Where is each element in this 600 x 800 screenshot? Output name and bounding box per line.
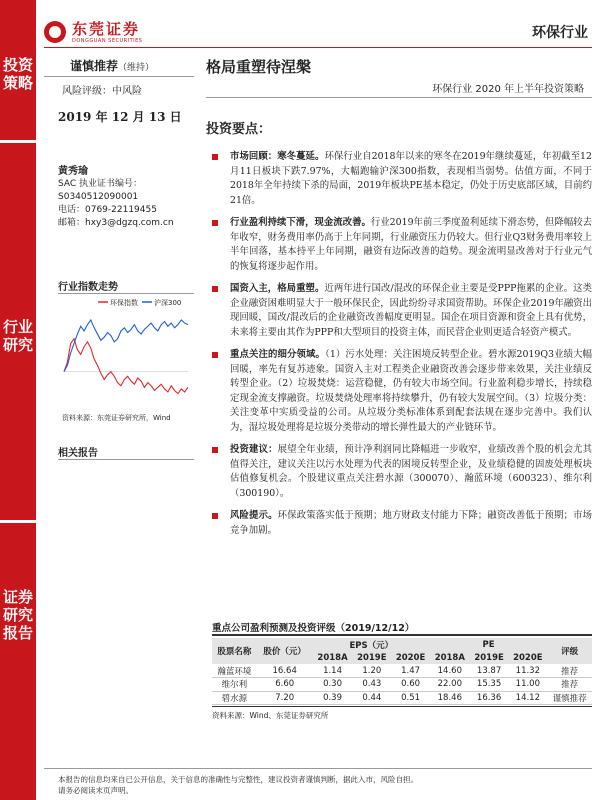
col-price: 股价（元） (257, 638, 313, 664)
stock-rating: 推荐 (561, 680, 579, 691)
risk-rating: 风险评级：中风险 (62, 86, 142, 97)
eps-value: 0.60 (401, 679, 421, 690)
table-row (212, 664, 592, 678)
sidebar (0, 0, 36, 800)
chart-source: 资料来源：东莞证券研究所，Wind (62, 414, 171, 422)
legend-label: 环保指数 (110, 299, 138, 307)
series-line-env (64, 339, 188, 394)
col-year: 2019E (352, 651, 391, 664)
divider (58, 293, 194, 294)
sector-label: 环保行业 (532, 25, 588, 41)
sidebar-label-report: 证券研究报告 (2, 588, 33, 642)
legend-label: 沪深300 (154, 299, 182, 307)
stock-price: 7.20 (275, 692, 295, 703)
col-name: 股票名称 (212, 638, 257, 664)
table-row (212, 678, 592, 692)
disclaimer: 本报告的信息均来自已公开信息，关于信息的准确性与完整性，建议投资者谨慎判断，据此入市，风险自担。 (58, 775, 418, 784)
col-eps: EPS（元） (313, 638, 430, 651)
divider (206, 97, 592, 98)
report-date: 2019 年 12 月 13 日 (58, 110, 182, 124)
stock-price: 6.60 (275, 679, 295, 690)
sidebar-divider (0, 140, 36, 143)
index-trend-chart (58, 295, 194, 410)
bullet-icon (212, 220, 218, 226)
key-point (206, 282, 592, 340)
key-point-heading: 风险提示。 (230, 510, 278, 521)
key-point-heading: 行业盈利持续下滑，现金流改善。 (230, 217, 371, 228)
pe-value: 18.46 (437, 692, 462, 703)
col-year: 2019E (470, 651, 509, 664)
bullet-icon (212, 286, 218, 292)
analyst-phone: 电话：0769-22119455 (58, 205, 157, 215)
key-point (206, 150, 592, 208)
bullet-icon (212, 154, 218, 160)
brand-name-en: DONGGUAN SECURITIES (72, 37, 143, 44)
pe-value: 16.36 (476, 692, 502, 703)
key-point-body: 行业2019年前三季度盈利延续下滑态势，但降幅较去年收窄，财务费用率仍高于上年同期，行业融资压力仍较大。但行业Q3财务费用率较上半年回落，基本持平上年同期，融资有边际改善的趋势。现金流明显改善对于行业元气的恢复将逐步起作用。 (230, 217, 592, 272)
sidebar-label-industry: 行业研究 (2, 318, 33, 354)
pe-value: 22.00 (437, 679, 462, 690)
forecast-table (212, 638, 592, 705)
divider (44, 768, 592, 769)
stock-rating: 谨慎推荐 (552, 693, 587, 704)
eps-value: 0.30 (323, 679, 342, 690)
col-year: 2018A (313, 651, 353, 664)
key-point-heading: 国资入主，格局重塑。 (230, 283, 325, 294)
eps-value: 1.14 (323, 665, 342, 676)
analyst-info (58, 165, 174, 230)
col-pe: PE (430, 638, 547, 651)
eps-value: 0.51 (401, 692, 421, 703)
cert-label: SAC 执业证书编号： (58, 179, 143, 189)
analyst-email: 邮箱：hxy3@dgzq.com.cn (58, 218, 174, 228)
pe-value: 15.35 (476, 679, 502, 690)
sidebar-label-strategy: 投资策略 (2, 56, 33, 92)
col-year: 2020E (508, 651, 547, 664)
key-point-heading: 市场回顾：寒冬蔓延。 (230, 151, 325, 162)
bullet-icon (212, 447, 218, 453)
bullet-icon (212, 352, 218, 358)
table-row (212, 691, 592, 705)
table-source: 资料来源：Wind、东莞证券研究所 (212, 711, 329, 720)
eps-value: 0.43 (362, 679, 382, 690)
eps-value: 1.47 (401, 665, 421, 676)
logo-icon (44, 21, 66, 43)
divider (58, 459, 194, 460)
stock-price: 16.64 (272, 665, 297, 676)
eps-value: 1.20 (362, 665, 382, 676)
key-points-list (206, 150, 592, 546)
brand-logo (44, 18, 142, 46)
sidebar-divider (0, 520, 36, 523)
stock-name: 瀚蓝环境 (217, 666, 252, 677)
pe-value: 11.32 (515, 665, 540, 676)
page-title: 格局重塑待涅槃 (206, 58, 312, 76)
bullet-icon (212, 513, 218, 519)
divider (212, 706, 592, 707)
analyst-name: 黄秀瑜 (58, 166, 88, 177)
pe-value: 11.00 (515, 679, 540, 690)
disclaimer-note: 请务必阅读末页声明。 (58, 786, 133, 795)
eps-value: 0.39 (323, 692, 342, 703)
brand-name: 东莞证券 (72, 19, 141, 38)
col-year: 2020E (391, 651, 430, 664)
stock-name: 维尔利 (221, 680, 248, 691)
key-points-title: 投资要点： (206, 122, 272, 137)
cert-number: S0340512090001 (58, 192, 139, 202)
series-line-hs300 (64, 320, 188, 372)
pe-value: 13.87 (476, 665, 502, 676)
divider (212, 634, 592, 636)
table-title: 重点公司盈利预测及投资评级（2019/12/12） (212, 623, 415, 634)
key-point (206, 509, 592, 538)
investment-rating: 谨慎推荐（维持） (70, 59, 155, 73)
pe-value: 14.12 (515, 692, 540, 703)
key-point-body: 近两年进行国改/混改的环保企业主要是受PPP拖累的企业。这类企业融资困难明显大于一般环保民企，因此纷纷寻求国资帮助。环保企业2019年融资出现回暖，国改/混改后的企业融资改善幅度更明显。国企在项目资源和资金上具有优势，未来将主要由其作为PPP和大型项目的投资主体，而民营企业则更适合轻资产模式。 (230, 283, 592, 338)
key-point (206, 216, 592, 274)
page-subtitle: 环保行业 2020 年上半年投资策略 (432, 84, 584, 95)
key-point (206, 348, 592, 435)
key-point (206, 443, 592, 501)
related-reports-title: 相关报告 (58, 448, 98, 459)
key-point-heading: 重点关注的细分领域。 (230, 349, 326, 360)
key-point-body: 环保行业自2018年以来的寒冬在2019年继续蔓延，年初截至12月11日板块下跌7.97%，大幅跑输沪深300指数，表现相当弱势。估值方面，不同于2018年全年持续下杀的局面，2019年板块PE基本稳定，仍处于历史底部区域，目前约21倍。 (230, 151, 592, 206)
col-rating: 评级 (547, 638, 592, 664)
key-point-heading: 投资建议： (230, 444, 278, 455)
key-point-body: 展望全年业绩，预计净利润同比降幅进一步收窄，业绩改善个股的机会尤其值得关注，建议关注以污水处理为代表的困境反转型企业，及业绩稳健的固废处理板块估值修复机会。个股建议重点关注碧水源（300070）、瀚蓝环境（600323）、维尔利（300190）。 (230, 444, 592, 499)
key-point-body: 环保政策落实低于预期；地方财政支付能力下降；融资改善低于预期；市场竞争加剧。 (230, 510, 592, 536)
col-year: 2018A (430, 651, 470, 664)
stock-name: 碧水源 (221, 693, 248, 704)
rating-box (44, 52, 194, 77)
key-point-body: （1）污水处理：关注困境反转型企业。碧水源2019Q3业绩大幅回暖，率先有复苏迹象。国资入主对工程类企业融资改善会逐步带来效果，关注业绩反转型企业。（2）垃圾焚烧：运营稳健，仍有较大市场空间。行业盈利稳步增长，持续稳定现金流支撑融资。垃圾焚烧处理率将持续攀升，仍有较大发展空间。（3）垃圾分类：关注变革中实质受益的公司。从垃圾分类标准体系到配套法规在逐步完善中。我们认为，湿垃圾处理将是垃圾分类带动的增长弹性最大的产业链环节。 (230, 349, 592, 433)
eps-value: 0.44 (362, 692, 382, 703)
stock-rating: 推荐 (561, 666, 579, 677)
chart-title: 行业指数走势 (58, 282, 118, 293)
page-header (44, 18, 592, 48)
pe-value: 14.60 (437, 665, 462, 676)
page-footer (58, 774, 592, 796)
